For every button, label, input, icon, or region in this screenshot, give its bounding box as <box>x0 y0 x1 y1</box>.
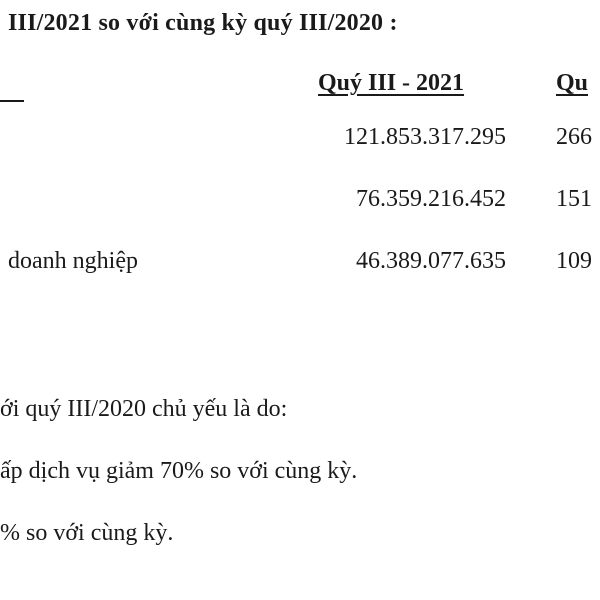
row-1-value-2021: 121.853.317.295 <box>344 124 506 150</box>
explanation-point-2: % so với cùng kỳ. <box>0 520 174 546</box>
column-header-q3-2020: Qu <box>556 70 589 96</box>
label-column-rule <box>0 100 24 102</box>
explanation-intro: ới quý III/2020 chủ yếu là do: <box>0 396 288 422</box>
row-2-value-2021: 76.359.216.452 <box>356 186 506 212</box>
row-2-value-2020: 151 <box>556 186 592 212</box>
row-3-value-2021: 46.389.077.635 <box>356 248 506 274</box>
section-heading: III/2021 so với cùng kỳ quý III/2020 : <box>8 10 398 36</box>
explanation-point-1: ấp dịch vụ giảm 70% so với cùng kỳ. <box>0 458 358 484</box>
row-1-value-2020: 266 <box>556 124 592 150</box>
row-3-value-2020: 109 <box>556 248 592 274</box>
row-label-doanh-nghiep: doanh nghiệp <box>8 248 138 274</box>
column-header-q3-2021: Quý III - 2021 <box>318 70 465 96</box>
